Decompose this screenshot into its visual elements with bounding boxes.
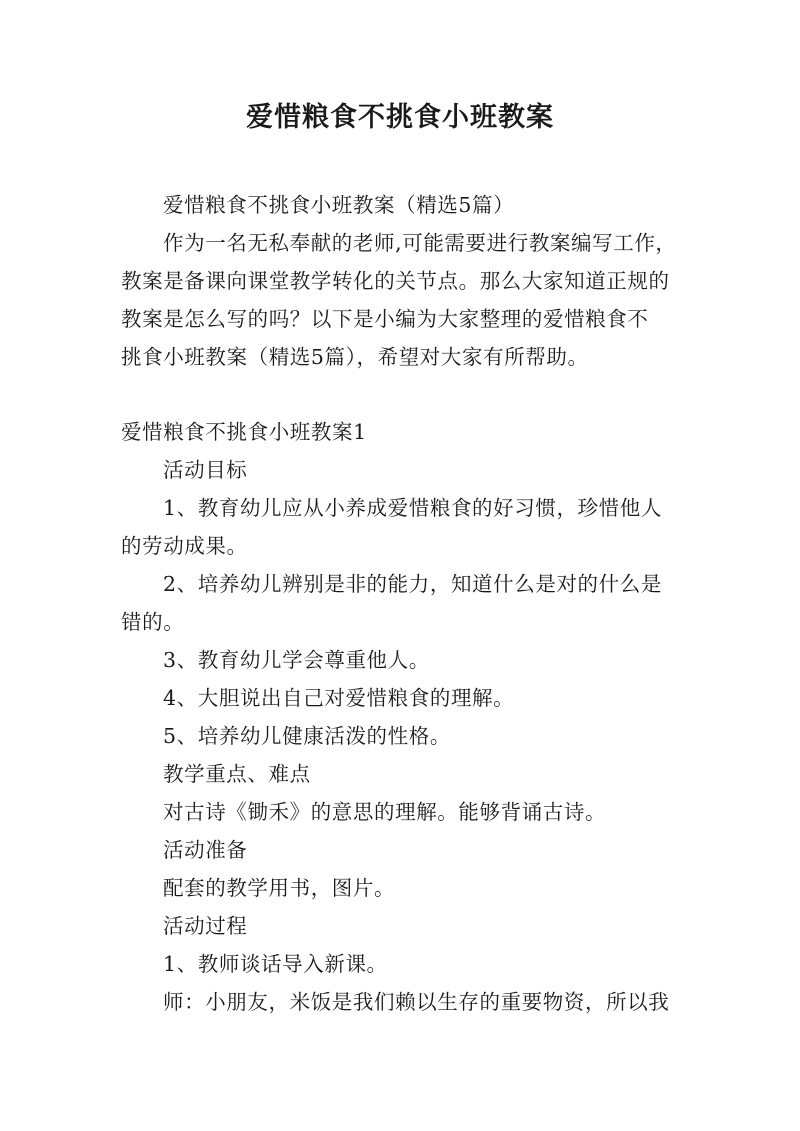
document-body <box>121 186 681 1021</box>
key-points-heading: 教学重点、难点 <box>163 762 311 786</box>
intro-line: 教案是备课向课堂教学转化的关节点。那么大家知道正规的 <box>121 269 670 293</box>
goal-item: 5、培养幼儿健康活泼的性格。 <box>163 724 451 748</box>
preparation-heading: 活动准备 <box>163 838 248 862</box>
process-dialogue: 师：小朋友，米饭是我们赖以生存的重要物资，所以我 <box>163 990 670 1014</box>
intro-line: 挑食小班教案（精选5篇），希望对大家有所帮助。 <box>121 345 589 369</box>
goal-item: 4、大胆说出自己对爱惜粮食的理解。 <box>163 686 515 710</box>
intro-heading: 爱惜粮食不挑食小班教案（精选5篇） <box>163 193 515 217</box>
goals-heading: 活动目标 <box>163 458 248 482</box>
goal-item: 2、培养幼儿辨别是非的能力，知道什么是对的什么是 <box>163 572 662 596</box>
goal-item-continuation: 的劳动成果。 <box>121 534 248 558</box>
goal-item-continuation: 错的。 <box>121 610 185 634</box>
key-points-text: 对古诗《锄禾》的意思的理解。能够背诵古诗。 <box>163 800 607 824</box>
paragraph-gap <box>121 376 681 413</box>
document-title: 爱惜粮食不挑食小班教案 <box>246 102 554 133</box>
intro-line: 作为一名无私奉献的老师,可能需要进行教案编写工作， <box>163 231 677 255</box>
section-title: 爱惜粮食不挑食小班教案1 <box>121 420 367 444</box>
intro-line: 教案是怎么写的吗？以下是小编为大家整理的爱惜粮食不 <box>121 307 649 331</box>
goal-item: 3、教育幼儿学会尊重他人。 <box>163 648 430 672</box>
process-heading: 活动过程 <box>163 914 248 938</box>
goal-item: 1、教育幼儿应从小养成爱惜粮食的好习惯，珍惜他人 <box>163 496 662 520</box>
preparation-text: 配套的教学用书，图片。 <box>163 876 396 900</box>
process-step: 1、教师谈话导入新课。 <box>163 952 388 976</box>
